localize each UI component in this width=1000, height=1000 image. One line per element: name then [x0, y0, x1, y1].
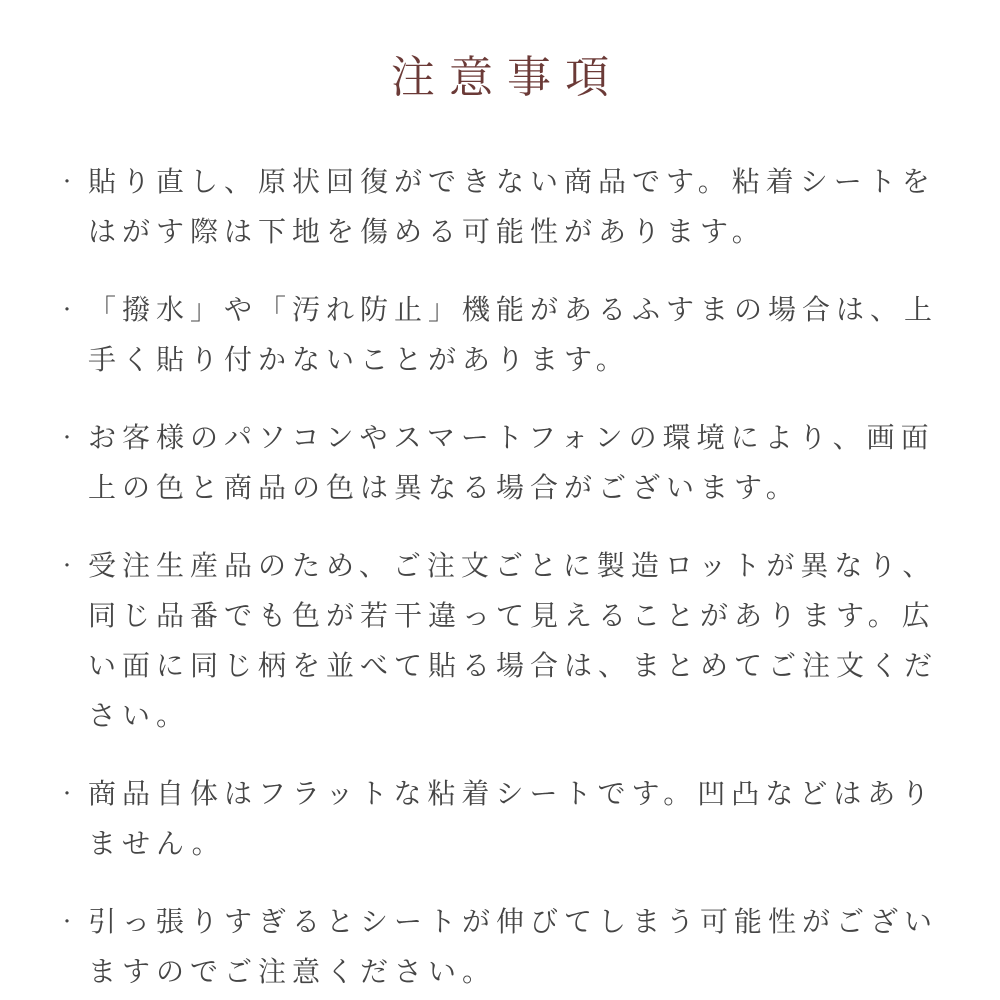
list-item	[58, 769, 944, 869]
bullet-dot: ・	[58, 427, 76, 448]
bullet-dot: ・	[58, 783, 76, 804]
list-item	[58, 285, 944, 385]
bullet-dot: ・	[58, 555, 76, 576]
list-item	[58, 541, 944, 741]
note-text: 貼り直し、原状回復ができない商品です。粘着シートをはがす際は下地を傷める可能性があります。	[88, 165, 936, 247]
note-text: 商品自体はフラットな粘着シートです。凹凸などはありません。	[88, 777, 936, 859]
note-text: 「撥水」や「汚れ防止」機能があるふすまの場合は、上手く貼り付かないことがあります。	[88, 293, 939, 375]
note-text: お客様のパソコンやスマートフォンの環境により、画面上の色と商品の色は異なる場合がございます。	[88, 421, 935, 503]
note-text: 引っ張りすぎるとシートが伸びてしまう可能性がございますのでご注意ください。	[88, 905, 939, 987]
list-item	[58, 157, 944, 257]
list-item	[58, 413, 944, 513]
note-text: 受注生産品のため、ご注文ごとに製造ロットが異なり、同じ品番でも色が若干違って見えることがあります。広い面に同じ柄を並べて貼る場合は、まとめてご注文ください。	[88, 549, 939, 731]
bullet-dot: ・	[58, 299, 76, 320]
list-item	[58, 897, 944, 997]
bullet-dot: ・	[58, 911, 76, 932]
bullet-dot: ・	[58, 171, 76, 192]
notes-list	[58, 157, 944, 997]
page-title: 注意事項	[390, 53, 624, 102]
